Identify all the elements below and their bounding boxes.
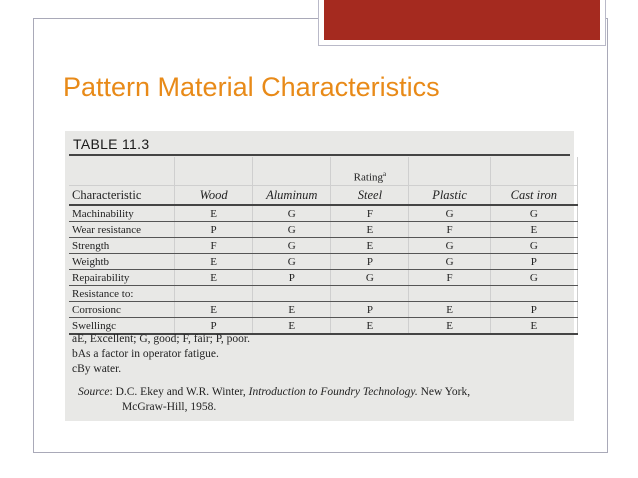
column-header-row	[69, 186, 578, 206]
column-header: Steel	[331, 186, 409, 206]
slide-title: Pattern Material Characteristics	[63, 72, 440, 102]
rating-header-row	[69, 157, 578, 186]
column-header: Wood	[175, 186, 253, 206]
column-header: Characteristic	[69, 186, 175, 206]
header-tab-accent	[324, 0, 600, 40]
column-header: Plastic	[409, 186, 490, 206]
table-row: Strength F G E G G	[69, 238, 578, 254]
table-caption: TABLE 11.3	[73, 136, 150, 152]
table-source: Source: D.C. Ekey and W.R. Winter, Introduction to Foundry Technology. New York,	[78, 386, 471, 398]
table-row: Repairability E P G F G	[69, 270, 578, 286]
ratings-table	[69, 157, 578, 335]
table-row: Machinability E G F G G	[69, 205, 578, 222]
column-header: Cast iron	[490, 186, 577, 206]
column-header: Aluminum	[253, 186, 331, 206]
footnote: bAs a factor in operator fatigue.	[72, 348, 219, 360]
table-source-line2: McGraw-Hill, 1958.	[122, 401, 217, 413]
table-row: Resistance to:	[69, 286, 578, 302]
rating-header: Rating$^a$	[331, 157, 409, 186]
table-row: Swellingc P E E E E	[69, 318, 578, 335]
caption-rule	[69, 154, 570, 156]
table-row: Weightb E G P G P	[69, 254, 578, 270]
table-row: Wear resistance P G E F E	[69, 222, 578, 238]
footnote: cBy water.	[72, 363, 122, 375]
table-image	[65, 131, 574, 421]
table-row: Corrosionc E E P E P	[69, 302, 578, 318]
footnote: aE, Excellent; G, good; F, fair; P, poor.	[72, 333, 250, 345]
table-footnotes	[72, 332, 572, 377]
